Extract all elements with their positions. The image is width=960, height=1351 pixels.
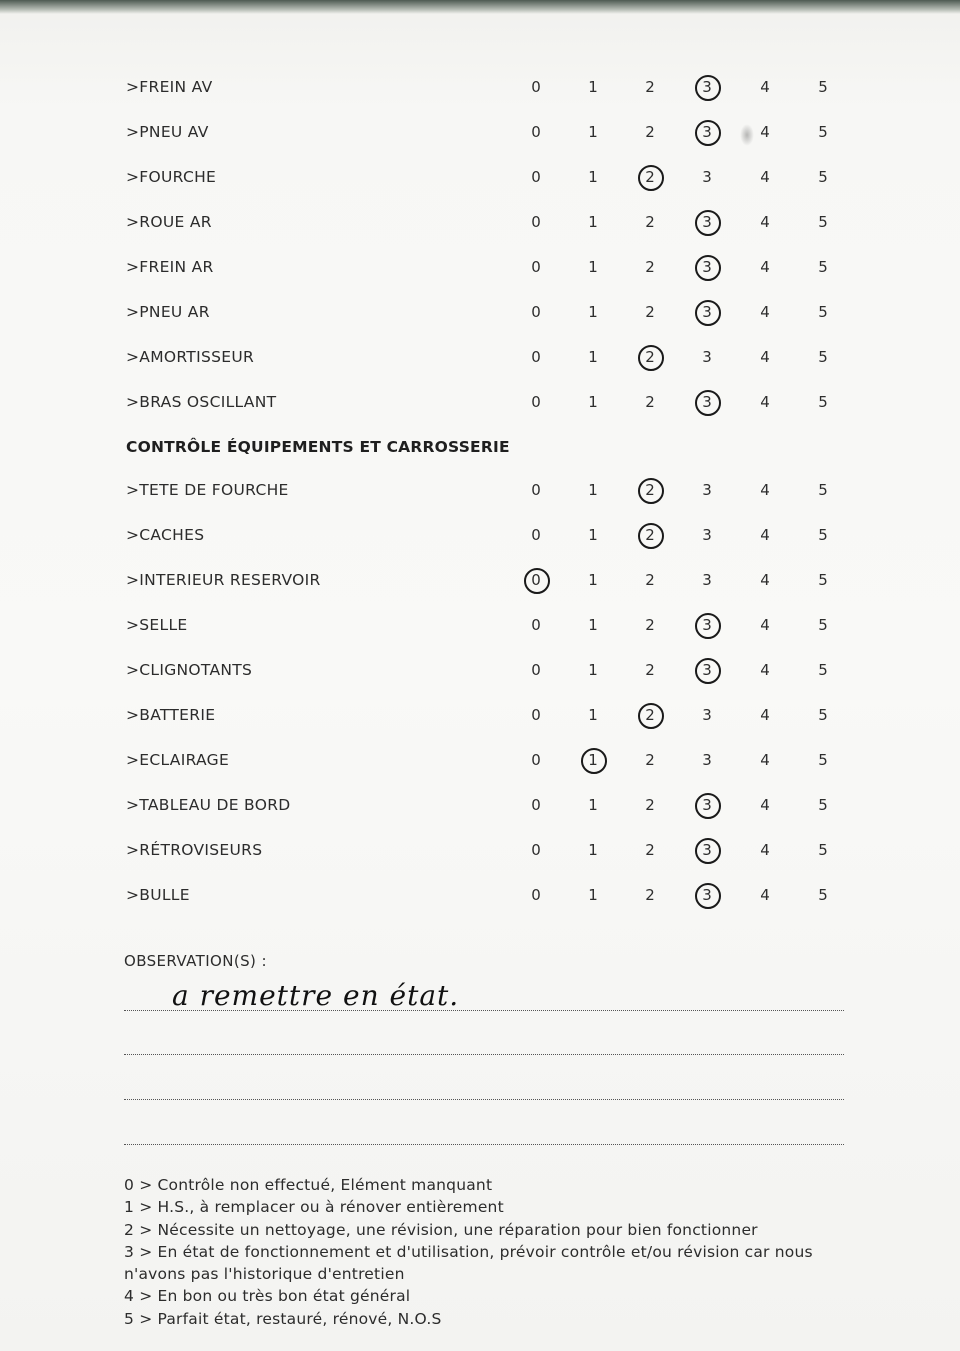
observations-label: OBSERVATION(S) : [124, 952, 267, 970]
legend-line: 5 > Parfait état, restauré, rénové, N.O.S [124, 1309, 442, 1328]
row-label: >SELLE [126, 616, 188, 634]
score-circled[interactable]: 3 [695, 835, 719, 865]
score-option[interactable]: 0 [531, 526, 541, 544]
checklist-row [0, 207, 960, 237]
score-option[interactable]: 5 [818, 886, 828, 904]
score-option[interactable]: 5 [818, 258, 828, 276]
score-option[interactable]: 0 [531, 168, 541, 186]
score-circled[interactable]: 3 [695, 252, 719, 282]
row-label: >TETE DE FOURCHE [126, 481, 289, 499]
score-option[interactable]: 4 [760, 796, 770, 814]
observation-line-3 [124, 1099, 844, 1100]
score-option[interactable]: 2 [645, 78, 655, 96]
score-option[interactable]: 1 [588, 616, 598, 634]
score-option[interactable]: 5 [818, 526, 828, 544]
score-option[interactable]: 4 [760, 571, 770, 589]
checklist-row [0, 700, 960, 730]
score-option[interactable]: 1 [588, 123, 598, 141]
score-option[interactable]: 1 [588, 571, 598, 589]
score-option[interactable]: 4 [760, 258, 770, 276]
score-option[interactable]: 1 [588, 796, 598, 814]
score-option[interactable]: 4 [760, 348, 770, 366]
score-option[interactable]: 4 [760, 393, 770, 411]
score-option[interactable]: 1 [588, 303, 598, 321]
score-option[interactable]: 0 [531, 481, 541, 499]
score-circled[interactable]: 2 [638, 475, 662, 505]
score-option[interactable]: 5 [818, 796, 828, 814]
score-option[interactable]: 0 [531, 706, 541, 724]
score-option[interactable]: 2 [645, 616, 655, 634]
score-option[interactable]: 3 [702, 481, 712, 499]
score-option[interactable]: 0 [531, 78, 541, 96]
score-circled[interactable]: 2 [638, 520, 662, 550]
score-option[interactable]: 1 [588, 706, 598, 724]
row-label: >FREIN AV [126, 78, 213, 96]
checklist-row [0, 655, 960, 685]
observation-line-4 [124, 1144, 844, 1145]
score-option[interactable]: 4 [760, 706, 770, 724]
checklist-row [0, 252, 960, 282]
checklist-row [0, 835, 960, 865]
row-label: >RÉTROVISEURS [126, 841, 263, 859]
score-option[interactable]: 1 [588, 78, 598, 96]
row-label: >CACHES [126, 526, 205, 544]
score-option[interactable]: 0 [531, 123, 541, 141]
score-circled[interactable]: 3 [695, 72, 719, 102]
score-option[interactable]: 0 [531, 796, 541, 814]
score-option[interactable]: 5 [818, 481, 828, 499]
score-option[interactable]: 5 [818, 841, 828, 859]
row-label: >BATTERIE [126, 706, 216, 724]
score-option[interactable]: 1 [588, 481, 598, 499]
legend-line: 1 > H.S., à remplacer ou à rénover entièrement [124, 1198, 504, 1217]
score-option[interactable]: 4 [760, 886, 770, 904]
row-label: >PNEU AR [126, 303, 210, 321]
score-option[interactable]: 2 [645, 258, 655, 276]
score-option[interactable]: 5 [818, 78, 828, 96]
score-option[interactable]: 1 [588, 258, 598, 276]
score-option[interactable]: 4 [760, 303, 770, 321]
score-option[interactable]: 3 [702, 526, 712, 544]
checklist-row [0, 745, 960, 775]
score-option[interactable]: 5 [818, 751, 828, 769]
score-option[interactable]: 1 [588, 168, 598, 186]
score-option[interactable]: 1 [588, 841, 598, 859]
legend-line: 3 > En état de fonctionnement et d'utilisation, prévoir contrôle et/ou révision car nous [124, 1242, 813, 1261]
score-option[interactable]: 4 [760, 616, 770, 634]
score-option[interactable]: 3 [702, 706, 712, 724]
score-option[interactable]: 2 [645, 886, 655, 904]
score-circled[interactable]: 3 [695, 207, 719, 237]
checklist-row [0, 565, 960, 595]
score-option[interactable]: 5 [818, 123, 828, 141]
score-option[interactable]: 1 [588, 213, 598, 231]
checklist-row [0, 162, 960, 192]
score-option[interactable]: 5 [818, 168, 828, 186]
score-option[interactable]: 4 [760, 661, 770, 679]
score-circled[interactable]: 2 [638, 162, 662, 192]
score-option[interactable]: 5 [818, 348, 828, 366]
checklist-row [0, 387, 960, 417]
score-option[interactable]: 5 [818, 393, 828, 411]
checklist-row [0, 342, 960, 372]
legend-line: 4 > En bon ou très bon état général [124, 1287, 411, 1306]
score-circled[interactable]: 3 [695, 790, 719, 820]
legend-line: 0 > Contrôle non effectué, Elément manquant [124, 1176, 493, 1194]
score-option[interactable]: 0 [531, 841, 541, 859]
score-option[interactable]: 0 [531, 616, 541, 634]
score-option[interactable]: 5 [818, 303, 828, 321]
score-option[interactable]: 5 [818, 661, 828, 679]
row-label: >BRAS OSCILLANT [126, 393, 277, 411]
score-option[interactable]: 3 [702, 348, 712, 366]
score-option[interactable]: 3 [702, 168, 712, 186]
score-option[interactable]: 1 [588, 526, 598, 544]
checklist-row [0, 297, 960, 327]
score-option[interactable]: 4 [760, 751, 770, 769]
score-option[interactable]: 2 [645, 571, 655, 589]
row-label: >PNEU AV [126, 123, 209, 141]
score-circled[interactable]: 1 [581, 745, 605, 775]
score-circled[interactable]: 3 [695, 117, 719, 147]
score-option[interactable]: 0 [531, 661, 541, 679]
score-option[interactable]: 4 [760, 481, 770, 499]
score-option[interactable]: 5 [818, 571, 828, 589]
score-option[interactable]: 0 [531, 886, 541, 904]
row-label: >FREIN AR [126, 258, 214, 276]
row-label: >AMORTISSEUR [126, 348, 255, 366]
row-label: >FOURCHE [126, 168, 217, 186]
checklist-row [0, 610, 960, 640]
legend-line: 2 > Nécessite un nettoyage, une révision, une réparation pour bien fonctionner [124, 1220, 758, 1239]
score-option[interactable]: 2 [645, 796, 655, 814]
score-circled[interactable]: 3 [695, 297, 719, 327]
score-option[interactable]: 1 [588, 886, 598, 904]
score-circled[interactable]: 3 [695, 387, 719, 417]
score-option[interactable]: 4 [760, 168, 770, 186]
score-option[interactable]: 2 [645, 751, 655, 769]
score-option[interactable]: 4 [760, 526, 770, 544]
checklist-row [0, 520, 960, 550]
score-option[interactable]: 0 [531, 303, 541, 321]
score-option[interactable]: 2 [645, 661, 655, 679]
checklist-row [0, 72, 960, 102]
row-label: >TABLEAU DE BORD [126, 796, 291, 814]
score-option[interactable]: 0 [531, 393, 541, 411]
top-edge-shadow [0, 0, 960, 14]
score-option[interactable]: 0 [531, 348, 541, 366]
score-option[interactable]: 2 [645, 393, 655, 411]
score-option[interactable]: 4 [760, 78, 770, 96]
section-title: CONTRÔLE ÉQUIPEMENTS ET CARROSSERIE [126, 438, 510, 456]
score-circled[interactable]: 3 [695, 880, 719, 910]
score-option[interactable]: 5 [818, 616, 828, 634]
score-option[interactable]: 4 [760, 123, 770, 141]
score-option[interactable]: 0 [531, 751, 541, 769]
rating-legend [124, 1174, 844, 1330]
score-option[interactable]: 0 [531, 213, 541, 231]
row-label: >ECLAIRAGE [126, 751, 230, 769]
score-option[interactable]: 2 [645, 123, 655, 141]
score-option[interactable]: 1 [588, 348, 598, 366]
score-option[interactable]: 5 [818, 706, 828, 724]
score-option[interactable]: 3 [702, 571, 712, 589]
legend-line: n'avons pas l'historique d'entretien [124, 1265, 405, 1284]
score-option[interactable]: 1 [588, 661, 598, 679]
observations-handwritten-note: a remettre en état. [172, 979, 460, 1012]
score-option[interactable]: 0 [531, 258, 541, 276]
checklist-row [0, 475, 960, 505]
score-circled[interactable]: 2 [638, 700, 662, 730]
checklist-row [0, 880, 960, 910]
score-option[interactable]: 1 [588, 393, 598, 411]
row-label: >INTERIEUR RESERVOIR [126, 571, 321, 589]
score-option[interactable]: 2 [645, 303, 655, 321]
score-circled[interactable]: 0 [524, 565, 548, 595]
score-circled[interactable]: 2 [638, 342, 662, 372]
checklist-row [0, 117, 960, 147]
row-label: >ROUE AR [126, 213, 212, 231]
score-option[interactable]: 2 [645, 213, 655, 231]
score-option[interactable]: 3 [702, 751, 712, 769]
row-label: >CLIGNOTANTS [126, 661, 253, 679]
score-circled[interactable]: 3 [695, 655, 719, 685]
observation-line-2 [124, 1054, 844, 1055]
score-option[interactable]: 2 [645, 841, 655, 859]
score-option[interactable]: 5 [818, 213, 828, 231]
observation-line-1 [124, 1010, 844, 1011]
score-circled[interactable]: 3 [695, 610, 719, 640]
row-label: >BULLE [126, 886, 190, 904]
score-option[interactable]: 4 [760, 213, 770, 231]
checklist-row [0, 790, 960, 820]
score-option[interactable]: 4 [760, 841, 770, 859]
